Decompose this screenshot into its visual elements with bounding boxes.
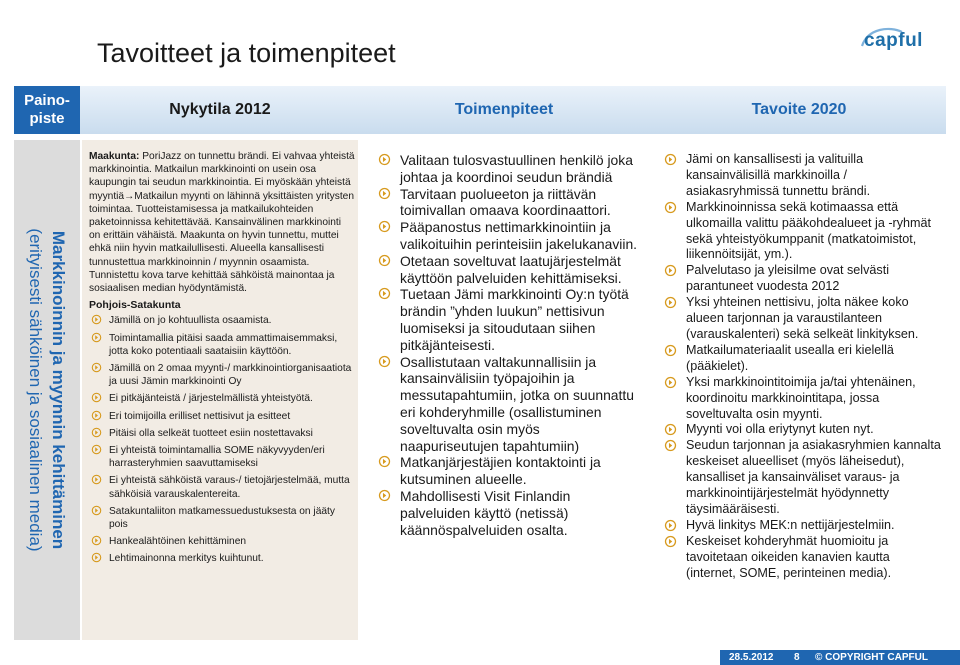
list-item (89, 392, 355, 405)
header-painopiste (14, 86, 80, 134)
footer-page-number: 8 (794, 652, 800, 663)
list-item (89, 552, 355, 565)
toimenpiteet-column (366, 140, 642, 640)
list-item (89, 444, 355, 470)
bullet-icon (378, 455, 391, 468)
list-item (662, 295, 942, 343)
list-item (662, 438, 942, 518)
bullet-icon (378, 254, 391, 267)
maakunta-label: Maakunta: (89, 151, 140, 162)
list-item-text: Ei pitkäjänteistä / järjestelmällistä yhteistyötä. (109, 393, 313, 405)
bullet-icon (664, 535, 677, 548)
list-item-text: Osallistutaan valtakunnallisiin ja kansainvälisiin työpajoihin ja messutapahtumiin, jotka on suunnattu eri kohderyhmille (osallistuminen soveltuvalta osin myös naapuriseutujen tapahtumiin) (400, 353, 634, 454)
list-item-text: Eri toimijoilla erilliset nettisivut ja esitteet (109, 410, 291, 422)
list-item-text: Hankealähtöinen kehittäminen (109, 536, 247, 548)
bullet-icon (91, 552, 102, 563)
list-item (662, 200, 942, 264)
list-item (662, 534, 942, 582)
bullet-icon (664, 423, 677, 436)
bullet-icon (664, 376, 677, 389)
bullet-icon (91, 410, 102, 421)
bullet-icon (91, 362, 102, 373)
bullet-icon (664, 201, 677, 214)
list-item (662, 152, 942, 200)
focus-area-subtitle: (erityisesti sähköinen ja sosiaalinen media) (26, 228, 45, 552)
list-item-text: Satakuntaliiton matkamessuedustuksesta on jääty pois (109, 505, 335, 531)
tavoite-column (652, 140, 946, 640)
logo-text: capful (864, 30, 923, 51)
focus-area-label (24, 140, 70, 640)
list-item-text: Matkanjärjestäjien kontaktointi ja kutsuminen alueelle. (400, 454, 601, 488)
list-item (376, 488, 638, 538)
header-tavoite: Tavoite 2020 (751, 101, 847, 118)
bullet-icon (378, 220, 391, 233)
pohjois-satakunta-heading: Pohjois-Satakunta (89, 299, 181, 312)
bullet-icon (91, 474, 102, 485)
nykytila-list (89, 314, 355, 565)
list-item (89, 474, 355, 500)
bullet-icon (91, 427, 102, 438)
list-item (376, 454, 638, 488)
list-item-text: Jämillä on jo kohtuullista osaamista. (109, 315, 272, 327)
header-painopiste-line2: piste (29, 110, 65, 127)
list-item-text: Markkinoinnissa sekä kotimaassa että ulkomailla valittu pääkohdealueet ja -ryhmät sekä yhteistyökumppanit (matkatoimistot, liikennöitsijät, ym.). (686, 199, 932, 262)
list-item-text: Jämi on kansallisesti ja valituilla kansainvälisillä markkinoilla / asiakasryhmissä tunnettu brändi. (686, 152, 871, 198)
bullet-icon (378, 153, 391, 166)
list-item-text: Ei yhteistä sähköistä varaus-/ tietojärjestelmää, mutta sähköisiä varauskalentereita. (109, 475, 350, 500)
header-painopiste-line1: Paino- (24, 92, 70, 109)
list-item (89, 332, 355, 358)
bullet-icon (664, 344, 677, 357)
footer-copyright: © COPYRIGHT CAPFUL (815, 652, 928, 663)
header-nykytila: Nykytila 2012 (169, 101, 271, 118)
list-item-text: Palvelutaso ja yleisilme ovat selvästi parantuneet vuodesta 2012 (686, 263, 889, 294)
list-item-text: Mahdollisesti Visit Finlandin palveluiden käyttö (netissä) käännöspalveluiden osalta. (400, 487, 571, 538)
list-item-text: Keskeiset kohderyhmät huomioitu ja tavoitetaan oikeiden kanavien kautta (internet, SOME, perinteinen media). (686, 533, 892, 580)
bullet-icon (91, 444, 102, 455)
toimenpiteet-list (376, 152, 638, 538)
bullet-icon (378, 355, 391, 368)
tavoite-list (662, 152, 942, 581)
bullet-icon (378, 489, 391, 502)
list-item-text: Jämillä on 2 omaa myynti-/ markkinointiorganisaatiota ja uusi Jämin markkinointi Oy (109, 363, 352, 388)
list-item-text: Pitäisi olla selkeät tuotteet esiin nostettavaksi (109, 427, 313, 439)
list-item (662, 375, 942, 423)
bullet-icon (378, 187, 391, 200)
nykytila-column (82, 140, 358, 640)
header-toimenpiteet: Toimenpiteet (454, 101, 554, 118)
bullet-icon (91, 535, 102, 546)
bullet-icon (91, 505, 102, 516)
list-item (662, 518, 942, 534)
bullet-icon (664, 439, 677, 452)
list-item-text: Matkailumateriaalit usealla eri kielellä (pääkielet). (686, 342, 894, 373)
list-item-text: Tuetaan Jämi markkinointi Oy:n työtä brändin ”yhden luukun” nettisivun luomiseksi ja sitoudutaan siihen pitkäjänteisesti. (400, 286, 629, 353)
list-item-text: Pääpanostus nettimarkkinointiin ja valikoituihin perinteisiin jakelukanaviin. (400, 219, 638, 252)
page-title: Tavoitteet ja toimenpiteet (97, 38, 396, 68)
list-item (376, 152, 638, 186)
list-item (89, 362, 355, 388)
bullet-icon (664, 519, 677, 532)
list-item (662, 422, 942, 438)
bullet-icon (91, 332, 102, 343)
list-item-text: Yksi markkinointitoimija ja/tai yhtenäinen, koordinoitu markkinointitapa, jossa soveltuvalta osin myynti. (686, 374, 916, 421)
list-item-text: Tarvitaan puolueeton ja riittävän toimivallan omaava koordinaattori. (400, 185, 611, 219)
bullet-icon (91, 392, 102, 403)
list-item-text: Seudun tarjonnan ja asiakasryhmien kannalta keskeiset alueelliset (myös läheisedut), kansalliset ja kansainväliset varaus- ja markkinointijärjestelmät hyödynnetty täysimääräisesti. (686, 438, 941, 516)
list-item (89, 427, 355, 440)
list-item (89, 314, 355, 327)
bullet-icon (664, 264, 677, 277)
list-item (89, 535, 355, 548)
list-item (376, 186, 638, 220)
list-item (89, 410, 355, 423)
list-item (89, 505, 355, 531)
list-item (376, 354, 638, 455)
focus-area-title: Markkinoinnin ja myynnin kehittäminen (49, 230, 68, 550)
bullet-icon (664, 296, 677, 309)
bullet-icon (664, 153, 677, 166)
list-item-text: Otetaan soveltuvat laatujärjestelmät käyttöön palveluiden kehittämiseksi. (400, 252, 622, 286)
bullet-icon (91, 314, 102, 325)
list-item (376, 286, 638, 353)
list-item-text: Myynti voi olla eriytynyt kuten nyt. (686, 422, 874, 437)
bullet-icon (378, 287, 391, 300)
list-item (662, 263, 942, 295)
list-item-text: Valitaan tulosvastuullinen henkilö joka johtaa ja koordinoi seudun brändiä (400, 152, 633, 185)
list-item-text: Hyvä linkitys MEK:n nettijärjestelmiin. (686, 517, 895, 532)
footer-date: 28.5.2012 (729, 652, 774, 663)
list-item (376, 253, 638, 287)
list-item (662, 343, 942, 375)
list-item-text: Lehtimainonna merkitys kuihtunut. (109, 553, 264, 565)
list-item-text: Ei yhteistä toimintamallia SOME näkyvyyden/eri harrasteryhmien saavuttamiseksi (109, 445, 325, 470)
maakunta-text: PoriJazz on tunnettu brändi. Ei vahvaa yhteistä markkinointia. Matkailun markkinointi on usein osa kaupungin tai seudun markkinointia. Ei myöskään yhteistä myyntiä→Matkailun myynti on lähinnä yksittäisten yritysten toimintaa. Tuotteistamisessa ja matkailukohteiden paketoinnissa kehitettävää. Kansainvälinen markkinointi on erittäin vähäistä. Maakunta on hyvin tunnettu, muttei ehkä niin hyvin matkailullisesti. Alueella kansallisesti tunnustettua markkinoinnin / myynnin osaamista. Tunnistettu kova tarve kehittää sähköistä mainontaa ja sosiaalisen median hyödyntämistä. (89, 151, 355, 295)
list-item-text: Yksi yhteinen nettisivu, jolta näkee koko alueen tarjonnan ja varaustilanteen (varauskalenteri) sekä selkeät linkityksen. (686, 295, 919, 341)
maakunta-paragraph (89, 150, 355, 295)
list-item-text: Toimintamallia pitäisi saada ammattimaisemmaksi, jotta koko potentiaali saataisiin käyttöön. (109, 332, 338, 357)
list-item (376, 219, 638, 253)
